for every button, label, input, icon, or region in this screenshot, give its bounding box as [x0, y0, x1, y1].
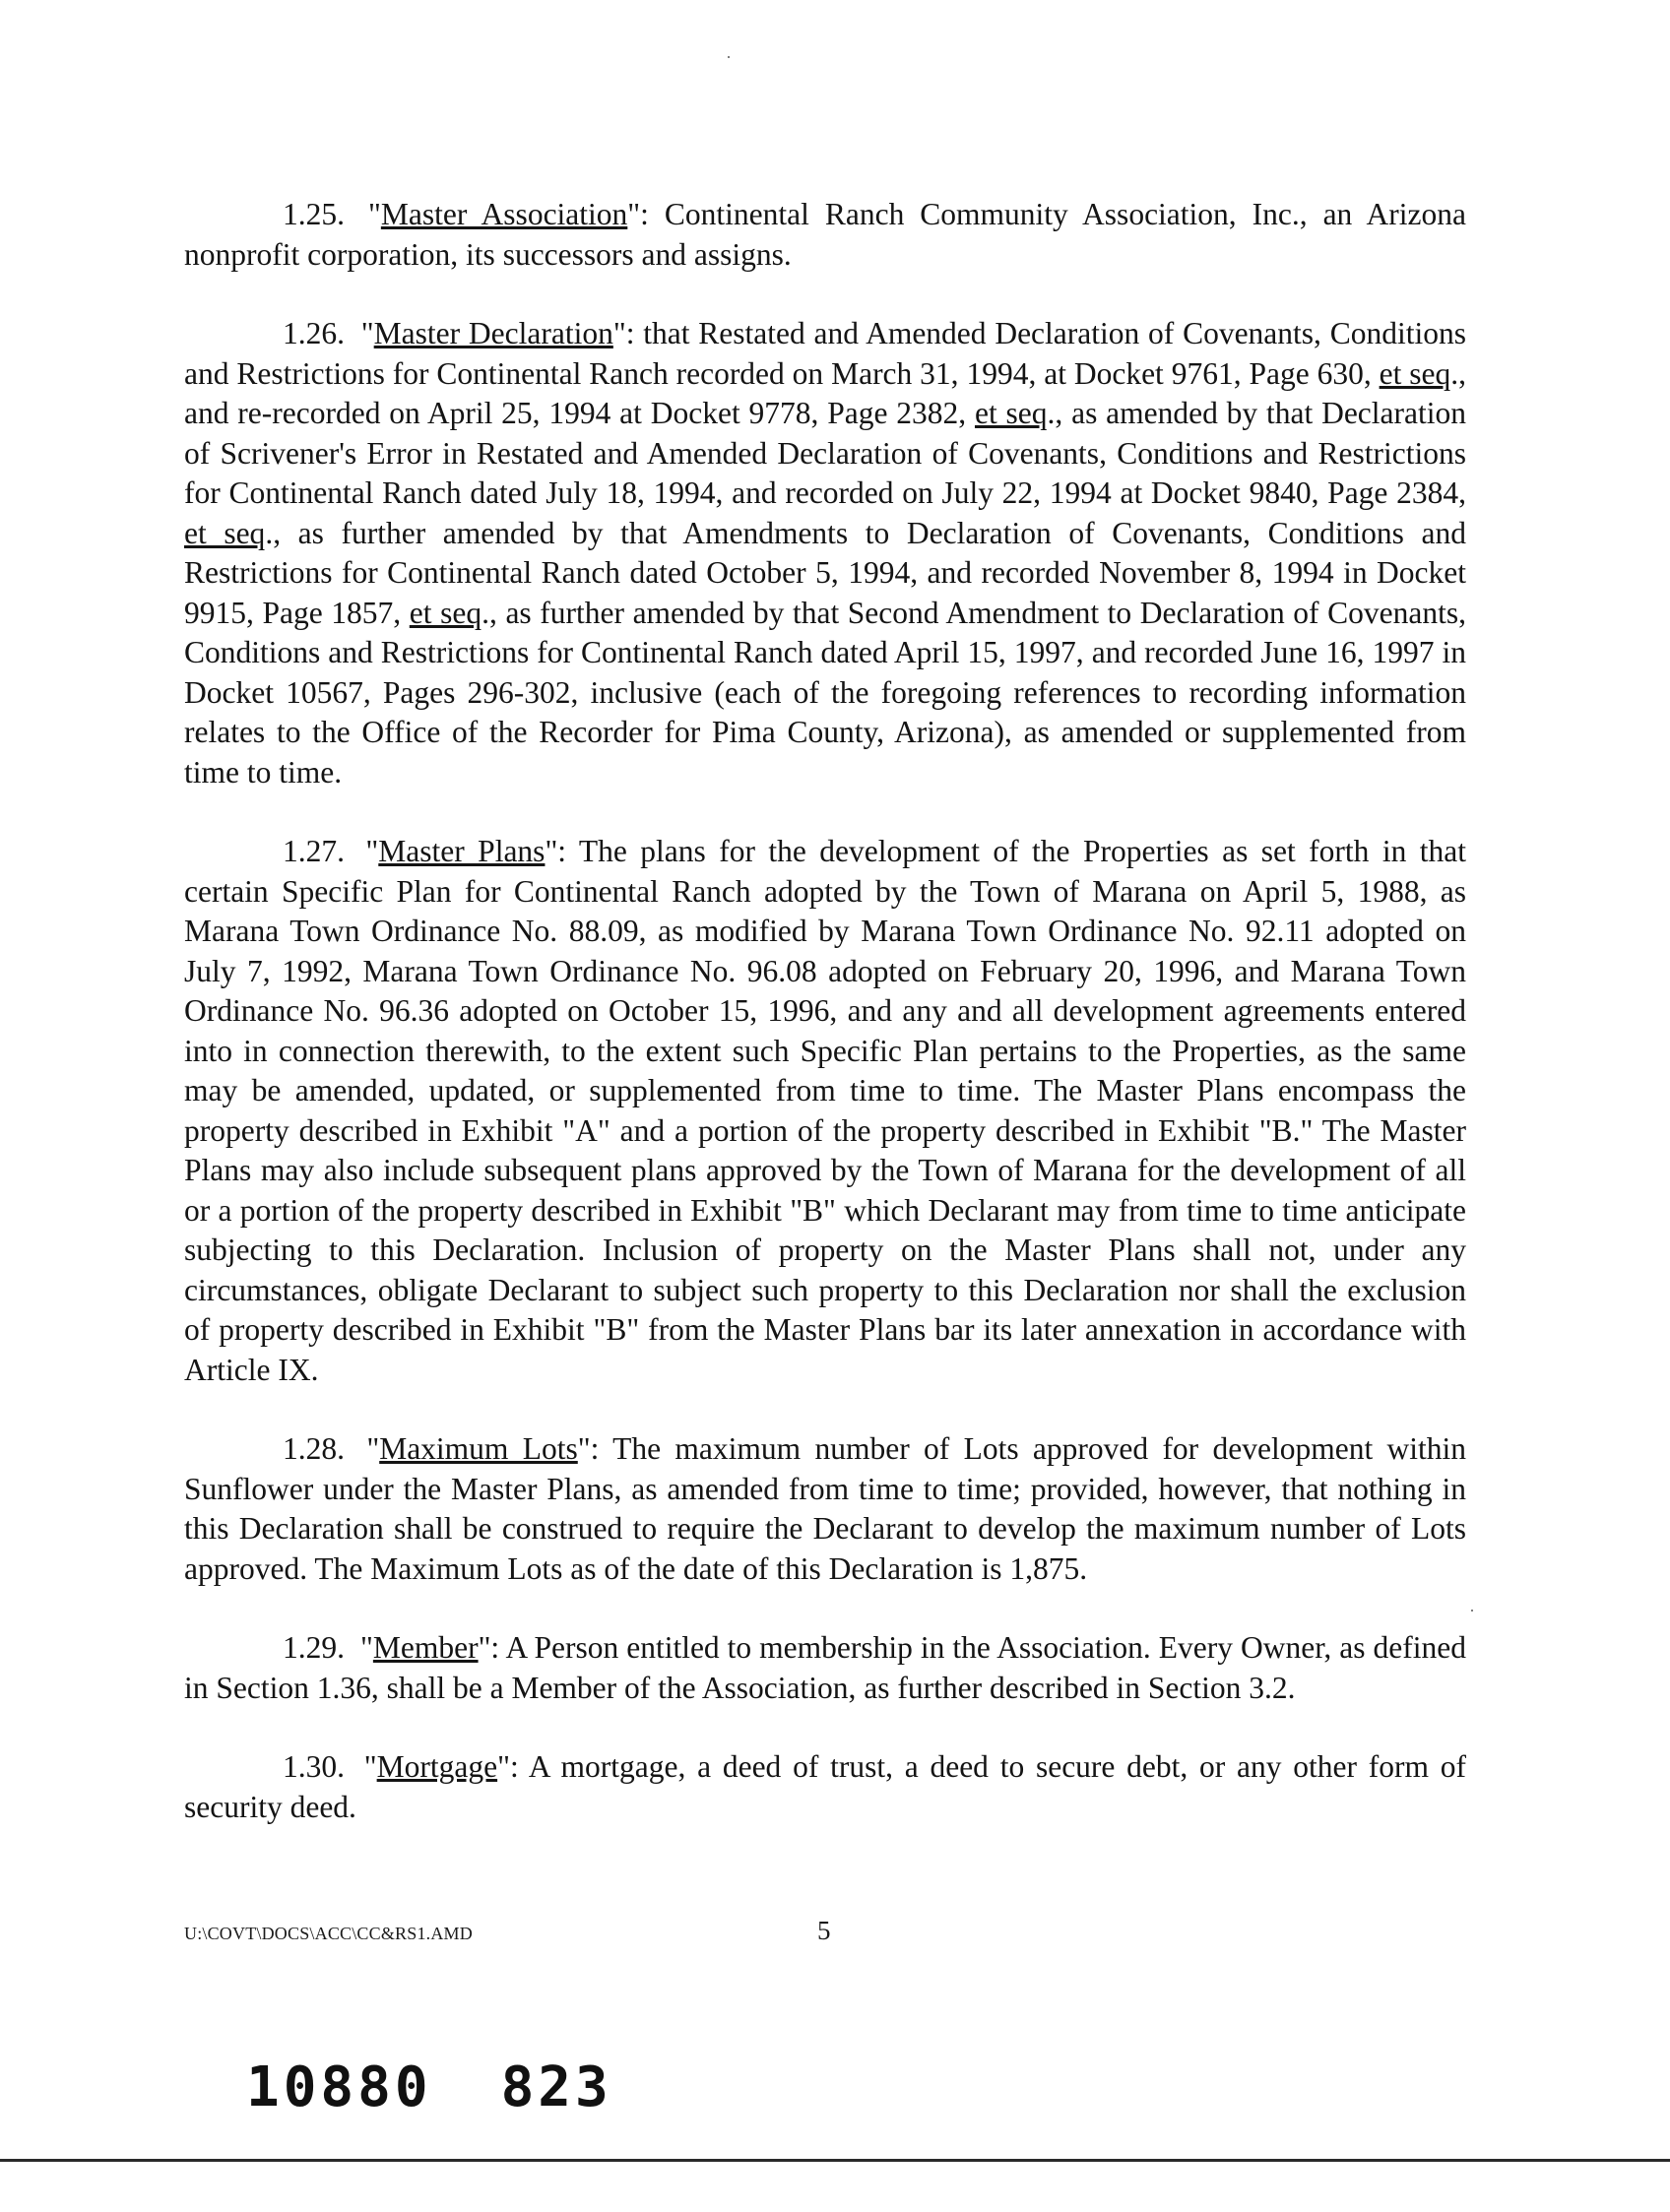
- definition-paragraph: 1.25. "Master Association": Continental Ranch Community Association, Inc., an Arizona nonprofit corporation, its successors and assigns.: [184, 197, 1467, 272]
- defined-term: Master Association: [380, 197, 628, 231]
- section-number: 1.25.: [283, 197, 345, 231]
- scan-speck: [1471, 1610, 1473, 1612]
- definition-paragraph: 1.26. "Master Declaration": that Restated and Amended Declaration of Covenants, Conditions and Restrictions for Continental Ranch recorded on March 31, 1994, at Docket 9761, Page 630, et seq., and re-recorded on April 25, 1994 at Docket 9778, Page 2382, et seq., as amended by that Declaration of Scrivener's Error in Restated and Amended Declaration of Covenants, Conditions and Restrictions for Continental Ranch dated July 18, 1994, and recorded on July 22, 1994 at Docket 9840, Page 2384, et seq., as further amended by that Amendments to Declaration of Covenants, Conditions and Restrictions for Continental Ranch dated October 5, 1994, and recorded November 8, 1994 in Docket 9915, Page 1857, et seq., as further amended by that Second Amendment to Declaration of Covenants, Conditions and Restrictions for Continental Ranch dated April 15, 1997, and recorded June 16, 1997 in Docket 10567, Pages 296-302, inclusive (each of the foregoing references to recording information relates to the Office of the Recorder for Pima County, Arizona), as amended or supplemented from time to time.: [184, 316, 1466, 790]
- section-number: 1.27.: [283, 834, 345, 868]
- scan-speck: [728, 56, 730, 58]
- docket-page-number: 823: [500, 2055, 612, 2119]
- definition-paragraph: 1.28. "Maximum Lots": The maximum number of Lots approved for development within Sunflower under the Master Plans, as amended from time to time; provided, however, that nothing in this Declaration shall be construed to require the Declarant to develop the maximum number of Lots approved. The Maximum Lots as of the date of this Declaration is 1,875.: [184, 1431, 1467, 1586]
- docket-book-number: 10880: [246, 2055, 432, 2119]
- et-seq-citation: et seq: [974, 396, 1048, 430]
- section-number: 1.29.: [283, 1630, 345, 1665]
- definition-text: that Restated and Amended Declaration of Covenants, Conditions and Restrictions for Continental Ranch recorded on March 31, 1994, at Docket 9761, Page 630,: [184, 316, 1466, 391]
- definition-paragraph: 1.27. "Master Plans": The plans for the development of the Properties as set forth in that certain Specific Plan for Continental Ranch adopted by the Town of Marana on April 5, 1988, as Marana Town Ordinance No. 88.09, as modified by Marana Town Ordinance No. 92.11 adopted on July 7, 1992, Marana Town Ordinance No. 96.08 adopted on February 20, 1996, and Marana Town Ordinance No. 96.36 adopted on October 15, 1996, and any and all development agreements entered into in connection therewith, to the extent such Specific Plan pertains to the Properties, as the same may be amended, updated, or supplemented from time to time. The Master Plans encompass the property described in Exhibit "A" and a portion of the property described in Exhibit "B." The Master Plans may also include subsequent plans approved by the Town of Marana for the development of all or a portion of the property described in Exhibit "B" which Declarant may from time to time anticipate subjecting to this Declaration. Inclusion of property on the Master Plans shall not, under any circumstances, obligate Declarant to subject such property to this Declaration nor shall the exclusion of property described in Exhibit "B" from the Master Plans bar its later annexation in accordance with Article IX.: [184, 834, 1466, 1387]
- defined-term: Master Plans: [378, 834, 546, 868]
- defined-term: Master Declaration: [373, 316, 613, 350]
- definition-text: Continental Ranch Community Association, Inc., an Arizona nonprofit corporation, its successors and assigns.: [184, 197, 1467, 272]
- definition-text: A Person entitled to membership in the Association. Every Owner, as defined in Section 1.36, shall be a Member of the Association, as further described in Section 3.2.: [184, 1630, 1466, 1705]
- et-seq-citation: et seq: [184, 515, 266, 550]
- definition-text: ., as further amended by that Amendments to Declaration of Covenants, Conditions and Restrictions for Continental Ranch dated October 5, 1994, and recorded November 8, 1994 in Docket 9915, Page 1857,: [184, 515, 1466, 630]
- definition-text: A mortgage, a deed of trust, a deed to secure debt, or any other form of security deed.: [184, 1749, 1467, 1824]
- definition-text: ., as amended by that Declaration of Scrivener's Error in Restated and Amended Declaration of Covenants, Conditions and Restrictions for Continental Ranch dated July 18, 1994, and recorded on July 22, 1994 at Docket 9840, Page 2384,: [184, 396, 1466, 510]
- definition-text: ., as further amended by that Second Amendment to Declaration of Covenants, Conditions and Restrictions for Continental Ranch dated April 15, 1997, and recorded June 16, 1997 in Docket 10567, Pages 296-302, inclusive (each of the foregoing references to recording information relates to the Office of the Recorder for Pima County, Arizona), as amended or supplemented from time to time.: [184, 595, 1466, 790]
- section-number: 1.28.: [283, 1431, 345, 1466]
- et-seq-citation: et seq: [409, 595, 482, 630]
- definitions-body: [184, 195, 1466, 1866]
- definition-paragraph: 1.30. "Mortgage": A mortgage, a deed of trust, a deed to secure debt, or any other form of security deed.: [184, 1749, 1467, 1824]
- definition-text: The plans for the development of the Properties as set forth in that certain Specific Plan for Continental Ranch adopted by the Town of Marana on April 5, 1988, as Marana Town Ordinance No. 88.09, as modified by Marana Town Ordinance No. 92.11 adopted on July 7, 1992, Marana Town Ordinance No. 96.08 adopted on February 20, 1996, and Marana Town Ordinance No. 96.36 adopted on October 15, 1996, and any and all development agreements entered into in connection therewith, to the extent such Specific Plan pertains to the Properties, as the same may be amended, updated, or supplemented from time to time. The Master Plans encompass the property described in Exhibit "A" and a portion of the property described in Exhibit "B." The Master Plans may also include subsequent plans approved by the Town of Marana for the development of all or a portion of the property described in Exhibit "B" which Declarant may from time to time anticipate subjecting to this Declaration. Inclusion of property on the Master Plans shall not, under any circumstances, obligate Declarant to subject such property to this Declaration nor shall the exclusion of property described in Exhibit "B" from the Master Plans bar its later annexation in accordance with Article IX.: [184, 834, 1466, 1387]
- et-seq-citation: et seq: [1379, 355, 1451, 391]
- page-number: 5: [817, 1916, 831, 1945]
- definition-text: The maximum number of Lots approved for development within Sunflower under the Master Plans, as amended from time to time; provided, however, that nothing in this Declaration shall be construed to require the Declarant to develop the maximum number of Lots approved. The Maximum Lots as of the date of this Declaration is 1,875.: [184, 1431, 1467, 1586]
- section-number: 1.26.: [283, 316, 345, 350]
- definition-paragraph: 1.29. "Member": A Person entitled to membership in the Association. Every Owner, as defined in Section 1.36, shall be a Member of the Association, as further described in Section 3.2.: [184, 1630, 1466, 1705]
- docket-stamp: [246, 2055, 612, 2119]
- bottom-rule: [0, 2159, 1670, 2162]
- defined-term: Mortgage: [376, 1749, 498, 1784]
- defined-term: Maximum Lots: [379, 1431, 578, 1466]
- footer-file-path: U:\COVT\DOCS\ACC\CC&RS1.AMD: [184, 1924, 473, 1943]
- section-number: 1.30.: [283, 1749, 345, 1784]
- defined-term: Member: [372, 1630, 479, 1665]
- definition-text: ., and re-recorded on April 25, 1994 at Docket 9778, Page 2382,: [184, 355, 1466, 430]
